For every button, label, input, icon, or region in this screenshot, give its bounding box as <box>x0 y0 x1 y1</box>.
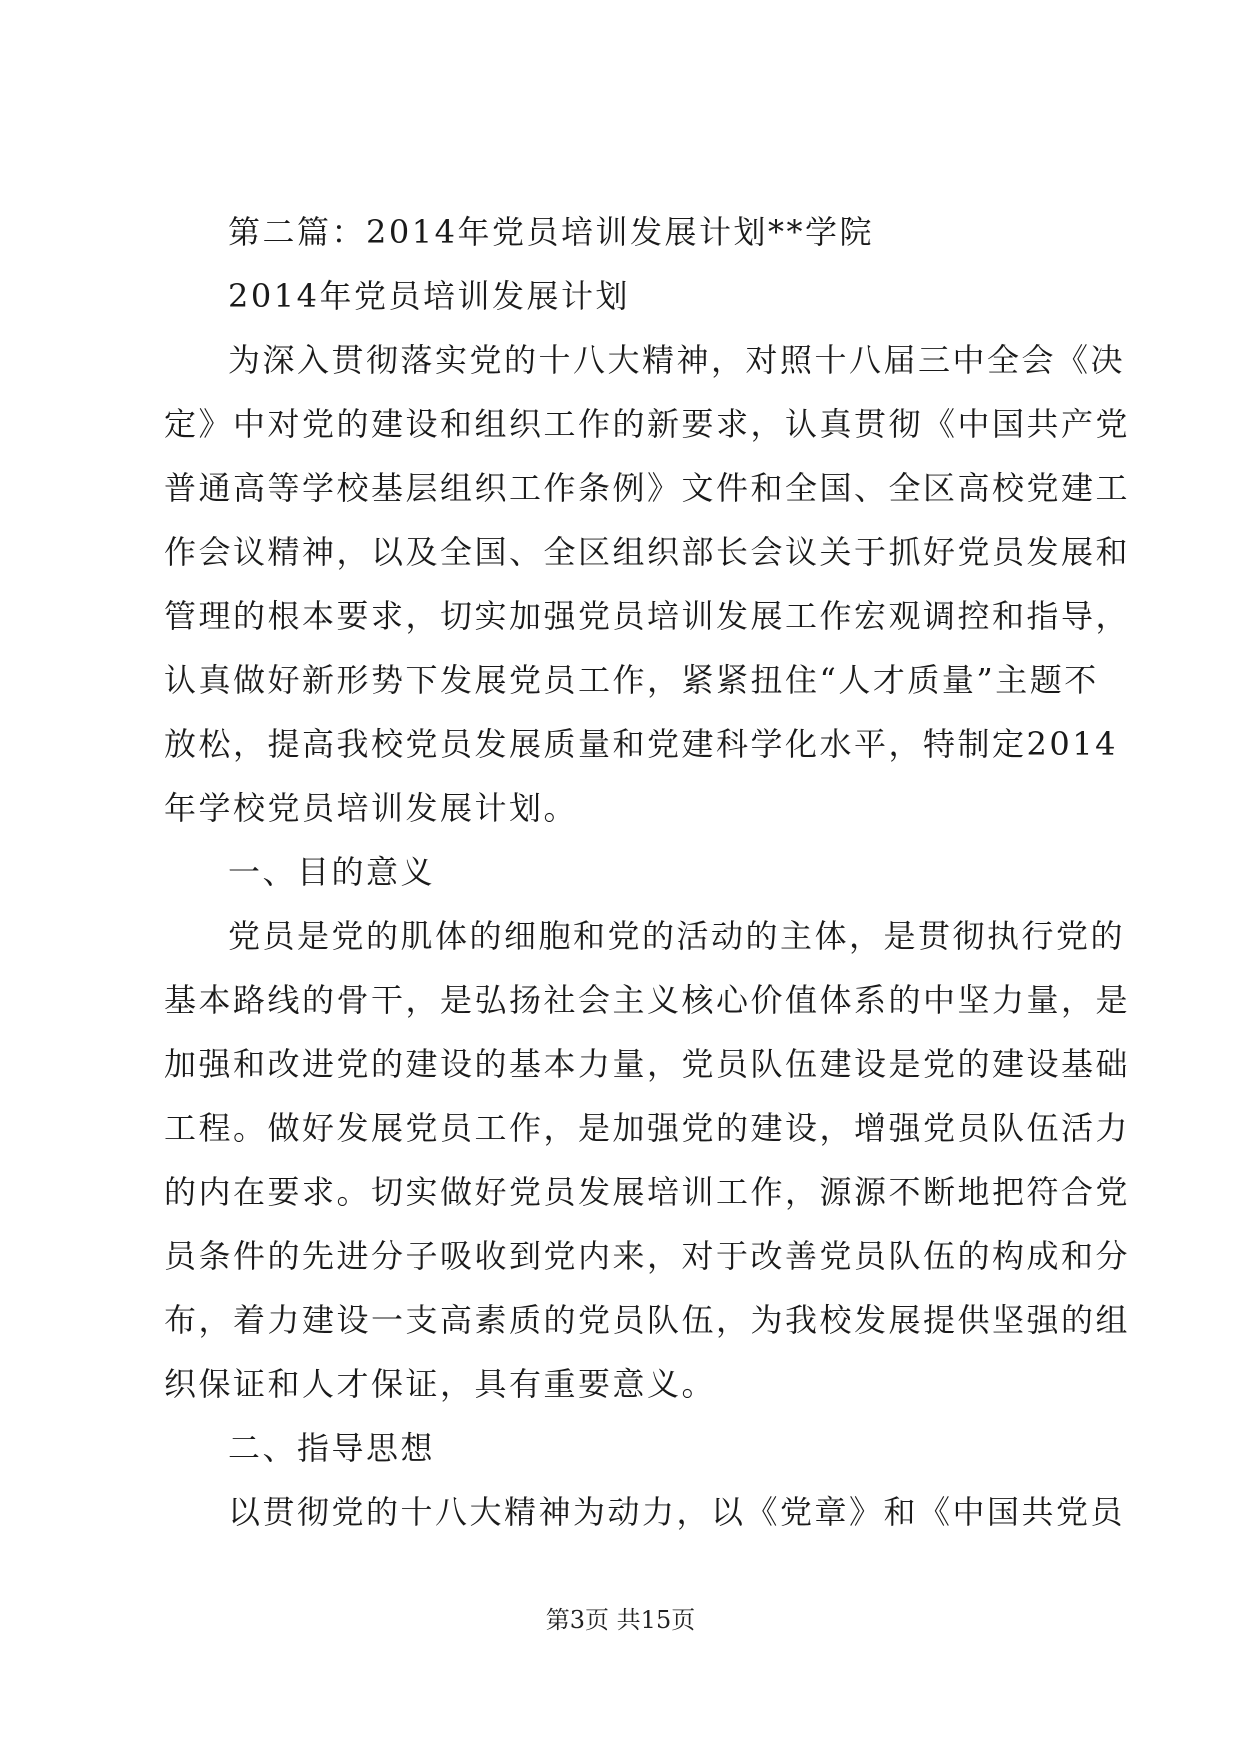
paragraph-line: 员条件的先进分子吸收到党内来，对于改善党员队伍的构成和分 <box>164 1237 1131 1275</box>
paragraph-line: 的内在要求。切实做好党员发展培训工作，源源不断地把符合党 <box>164 1173 1131 1211</box>
plan-title: 2014年党员培训发展计划 <box>228 277 630 315</box>
paragraph-line: 为深入贯彻落实党的十八大精神，对照十八届三中全会《决 <box>228 341 1126 379</box>
page-footer: 第3页 共15页 <box>545 1606 696 1634</box>
document-body <box>164 200 1131 1544</box>
heading-purpose: 一、目的意义 <box>228 853 436 891</box>
paragraph-line: 普通高等学校基层组织工作条例》文件和全国、全区高校党建工 <box>164 469 1131 507</box>
paragraph-line: 以贯彻党的十八大精神为动力，以《党章》和《中国共党员 <box>228 1493 1126 1531</box>
paragraph-line: 织保证和人才保证，具有重要意义。 <box>164 1365 717 1403</box>
paragraph-line: 工程。做好发展党员工作，是加强党的建设，增强党员队伍活力 <box>164 1109 1131 1147</box>
paragraph-line: 定》中对党的建设和组织工作的新要求，认真贯彻《中国共产党 <box>164 405 1131 443</box>
paragraph-line: 认真做好新形势下发展党员工作，紧紧扭住“人才质量”主题不 <box>164 661 1099 699</box>
heading-guiding-thought: 二、指导思想 <box>228 1429 436 1467</box>
section-title: 第二篇：2014年党员培训发展计划**学院 <box>228 213 874 251</box>
paragraph-line: 作会议精神，以及全国、全区组织部长会议关于抓好党员发展和 <box>164 533 1131 571</box>
paragraph-line: 布，着力建设一支高素质的党员队伍，为我校发展提供坚强的组 <box>164 1301 1131 1339</box>
paragraph-line: 基本路线的骨干，是弘扬社会主义核心价值体系的中坚力量，是 <box>164 981 1131 1019</box>
paragraph-line: 放松，提高我校党员发展质量和党建科学化水平，特制定2014 <box>164 725 1118 763</box>
paragraph-line: 加强和改进党的建设的基本力量，党员队伍建设是党的建设基础 <box>164 1045 1131 1083</box>
paragraph-line: 党员是党的肌体的细胞和党的活动的主体，是贯彻执行党的 <box>228 917 1126 955</box>
paragraph-line: 年学校党员培训发展计划。 <box>164 789 579 827</box>
paragraph-line: 管理的根本要求，切实加强党员培训发展工作宏观调控和指导， <box>164 597 1131 635</box>
